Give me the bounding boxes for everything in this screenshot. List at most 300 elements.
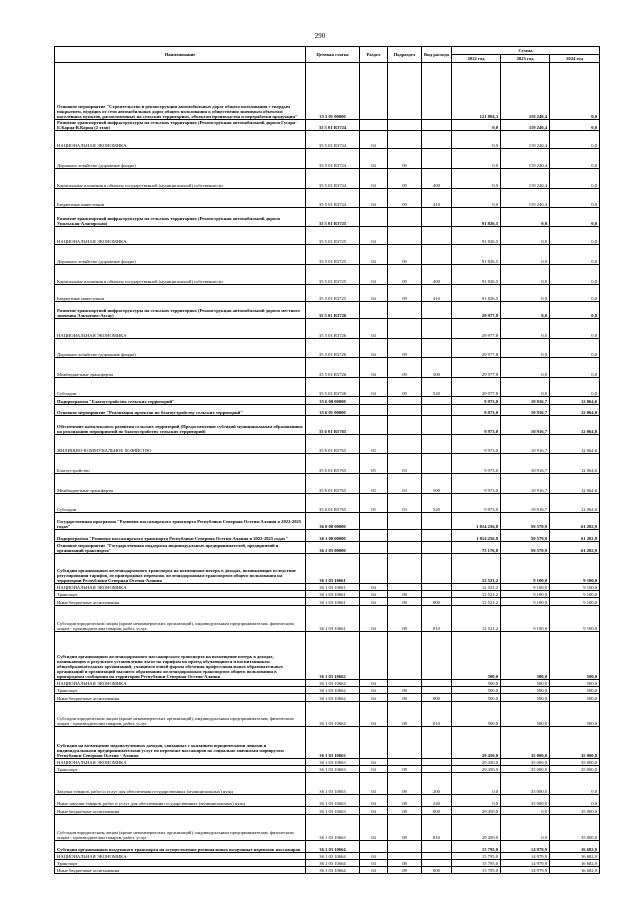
cell-2023: 14 979,9 <box>501 860 550 867</box>
cell-name: Обеспечение комплексного развития сельских территорий (Предоставление субсидий муниципальным образованиям на реализацию мероприятий по благоустройству сельских территорий) <box>55 416 306 435</box>
cell-target: 35 5 01 R3724 <box>306 189 360 208</box>
cell-subsection <box>388 63 422 120</box>
cell-expense-type <box>422 584 452 591</box>
cell-name: Закупка товаров, работ и услуг для обеспечения государственных (муниципальных) нужд <box>55 773 306 795</box>
cell-target: 35 5 01 R3725 <box>306 227 360 245</box>
cell-2023: 500,0 <box>501 702 550 727</box>
cell-subsection: 08 <box>388 860 422 867</box>
cell-expense-type: 800 <box>422 807 452 815</box>
cell-2023: 10 916,7 <box>501 397 550 405</box>
table-row <box>55 853 600 860</box>
table-row <box>55 727 600 759</box>
table-row <box>55 606 600 632</box>
table-row <box>55 302 600 319</box>
cell-section: 04 <box>360 766 388 773</box>
cell-name: Основное мероприятие "Строительство и реконструкция автомобильных дорог общего пользования с твердым покрытием, ведущих от сети автомобильных дорог общего пользования к общественно значимым объектам населенных пунктов, расположенных на сельских территориях, объектам производства и переработки продукции" <box>55 63 306 120</box>
cell-2023: 10 916,7 <box>501 416 550 435</box>
cell-target: 36 1 03 10663 <box>306 766 360 773</box>
header-name: Наименование <box>55 47 306 63</box>
cell-target: 36 1 03 10663 <box>306 815 360 841</box>
cell-name: Субсидии на возмещение недополученных доходов, связанных с оказанием юридическими лицами и индивидуальными предпринимателями услуг по перевозке пассажиров по социально значимым маршрутам Республики Северная Осетия - Алания <box>55 727 306 759</box>
cell-name: Транспорт <box>55 591 306 598</box>
cell-name: Иные закупки товаров, работ и услуг для обеспечения государственных (муниципальных) нужд <box>55 795 306 807</box>
cell-target: 35 5 01 R3726 <box>306 319 360 339</box>
cell-2023: 10 916,7 <box>501 454 550 474</box>
cell-2024: 12 064,0 <box>550 474 600 494</box>
cell-subsection <box>388 397 422 405</box>
cell-section: 04 <box>360 680 388 687</box>
cell-section <box>360 727 388 759</box>
cell-subsection: 08 <box>388 694 422 702</box>
cell-target: 36 1 03 10663 <box>306 807 360 815</box>
cell-subsection: 08 <box>388 591 422 598</box>
cell-2022: 0,0 <box>452 795 501 807</box>
cell-expense-type <box>422 554 452 584</box>
cell-subsection: 09 <box>388 265 422 285</box>
cell-2023: 9 100,0 <box>501 598 550 606</box>
cell-target: 36 1 03 10661 <box>306 554 360 584</box>
cell-expense-type <box>422 632 452 680</box>
cell-target: 35 5 01 R3726 <box>306 358 360 378</box>
cell-2023: 9 100,0 <box>501 606 550 632</box>
cell-expense-type <box>422 860 452 867</box>
cell-2023: 59 579,9 <box>501 542 550 554</box>
cell-section: 04 <box>360 591 388 598</box>
cell-target: 35 5 01 R3724 <box>306 169 360 189</box>
cell-section: 04 <box>360 245 388 265</box>
cell-section <box>360 841 388 853</box>
cell-expense-type <box>422 302 452 319</box>
cell-name: Развитие транспортной инфраструктуры на сельских территориях (Реконструкция автомобильной дороги Гусара-Е.Карца-В.Карца (2 этап) <box>55 120 306 131</box>
cell-name: Субсидии юридическим лицам (кроме некоммерческих организаций), индивидуальным предпринимателям, физическим лицам - производителям товаров, работ, услуг <box>55 815 306 841</box>
cell-2023: 14 979,9 <box>501 867 550 874</box>
table-row <box>55 227 600 245</box>
cell-2022: 12 521,2 <box>452 591 501 598</box>
cell-name: Благоустройство <box>55 454 306 474</box>
cell-2024: 0,0 <box>550 358 600 378</box>
cell-2022: 9 973,0 <box>452 454 501 474</box>
cell-target: 35 5 01 R3725 <box>306 265 360 285</box>
cell-section: 04 <box>360 265 388 285</box>
cell-expense-type <box>422 591 452 598</box>
cell-subsection: 08 <box>388 687 422 694</box>
cell-subsection: 08 <box>388 773 422 795</box>
cell-2022: 9 973,0 <box>452 494 501 513</box>
cell-2022: 0,0 <box>452 149 501 169</box>
cell-target: 35 5 01 R3724 <box>306 131 360 149</box>
cell-2024: 500,0 <box>550 680 600 687</box>
table-row <box>55 435 600 454</box>
cell-expense-type <box>422 405 452 416</box>
cell-name: Дорожное хозяйство (дорожные фонды) <box>55 149 306 169</box>
cell-subsection <box>388 727 422 759</box>
cell-2023: 35 000,0 <box>501 727 550 759</box>
cell-2023: 119 240,4 <box>501 120 550 131</box>
cell-section: 04 <box>360 773 388 795</box>
cell-2022: 0,0 <box>452 773 501 795</box>
cell-name: Дорожное хозяйство (дорожные фонды) <box>55 339 306 358</box>
cell-expense-type: 520 <box>422 494 452 513</box>
cell-expense-type: 810 <box>422 815 452 841</box>
cell-2023: 35 000,0 <box>501 759 550 766</box>
cell-name: НАЦИОНАЛЬНАЯ ЭКОНОМИКА <box>55 227 306 245</box>
cell-subsection: 08 <box>388 815 422 841</box>
table-row <box>55 169 600 189</box>
header-section: Раздел <box>360 47 388 63</box>
cell-subsection: 03 <box>388 454 422 474</box>
cell-target: 35 5 01 R3725 <box>306 208 360 227</box>
cell-expense-type <box>422 542 452 554</box>
cell-expense-type <box>422 416 452 435</box>
cell-2022: 29 977,8 <box>452 302 501 319</box>
table-row <box>55 841 600 853</box>
cell-expense-type: 500 <box>422 474 452 494</box>
cell-2022: 75 176,8 <box>452 542 501 554</box>
cell-expense-type: 520 <box>422 378 452 397</box>
cell-2023: 0,0 <box>501 285 550 302</box>
cell-2024: 35 000,0 <box>550 727 600 759</box>
cell-subsection <box>388 680 422 687</box>
cell-expense-type <box>422 63 452 120</box>
cell-subsection: 09 <box>388 189 422 208</box>
cell-2024: 9 100,0 <box>550 584 600 591</box>
cell-expense-type <box>422 853 452 860</box>
table-row <box>55 208 600 227</box>
cell-2023: 14 979,9 <box>501 841 550 853</box>
cell-section: 04 <box>360 694 388 702</box>
cell-expense-type: 800 <box>422 598 452 606</box>
cell-2024: 12 064,0 <box>550 416 600 435</box>
cell-2023: 500,0 <box>501 694 550 702</box>
cell-2024: 61 282,9 <box>550 542 600 554</box>
cell-2023: 35 000,0 <box>501 773 550 795</box>
table-row <box>55 584 600 591</box>
cell-name: Иные бюджетные ассигнования <box>55 598 306 606</box>
cell-expense-type <box>422 759 452 766</box>
cell-2022: 9 973,0 <box>452 474 501 494</box>
cell-2024: 35 000,0 <box>550 766 600 773</box>
table-row <box>55 867 600 874</box>
cell-target: 36 1 03 10662 <box>306 687 360 694</box>
cell-2023: 9 100,0 <box>501 591 550 598</box>
cell-2023: 14 979,9 <box>501 853 550 860</box>
cell-section: 05 <box>360 454 388 474</box>
cell-2024: 0,0 <box>550 285 600 302</box>
cell-section: 04 <box>360 853 388 860</box>
cell-expense-type: 400 <box>422 265 452 285</box>
cell-2024: 16 682,9 <box>550 860 600 867</box>
cell-expense-type <box>422 339 452 358</box>
cell-expense-type: 240 <box>422 795 452 807</box>
cell-2024: 500,0 <box>550 702 600 727</box>
table-row <box>55 766 600 773</box>
cell-2023: 0,0 <box>501 265 550 285</box>
cell-2024: 12 064,0 <box>550 435 600 454</box>
cell-subsection: 09 <box>388 378 422 397</box>
cell-subsection: 09 <box>388 169 422 189</box>
cell-section: 04 <box>360 606 388 632</box>
cell-name: Субсидии <box>55 494 306 513</box>
cell-target: 36 1 03 10662 <box>306 702 360 727</box>
cell-2023: 0,0 <box>501 227 550 245</box>
cell-section <box>360 63 388 120</box>
table-row <box>55 339 600 358</box>
cell-section: 04 <box>360 759 388 766</box>
cell-target: 36 1 03 10663 <box>306 795 360 807</box>
table-row <box>55 530 600 542</box>
cell-name: НАЦИОНАЛЬНАЯ ЭКОНОМИКА <box>55 584 306 591</box>
cell-expense-type <box>422 766 452 773</box>
cell-2024: 0,0 <box>550 795 600 807</box>
cell-section: 04 <box>360 378 388 397</box>
cell-target: 36 1 03 10663 <box>306 759 360 766</box>
cell-expense-type: 200 <box>422 773 452 795</box>
cell-subsection <box>388 416 422 435</box>
cell-target: 35 5 01 R3725 <box>306 285 360 302</box>
cell-name: ЖИЛИЩНО-КОММУНАЛЬНОЕ ХОЗЯЙСТВО <box>55 435 306 454</box>
cell-2022: 29 977,8 <box>452 319 501 339</box>
cell-2024: 16 682,9 <box>550 841 600 853</box>
cell-expense-type: 410 <box>422 285 452 302</box>
table-row <box>55 773 600 795</box>
cell-expense-type <box>422 687 452 694</box>
cell-2023: 500,0 <box>501 680 550 687</box>
table-row <box>55 702 600 727</box>
cell-2024: 500,0 <box>550 632 600 680</box>
table-row <box>55 632 600 680</box>
cell-expense-type <box>422 680 452 687</box>
table-row <box>55 189 600 208</box>
table-row <box>55 542 600 554</box>
table-row <box>55 795 600 807</box>
cell-name: Субсидии организациям воздушного транспорта на осуществление региональных воздушных перевозок пассажиров <box>55 841 306 853</box>
cell-name: Субсидии <box>55 378 306 397</box>
cell-2024: 0,0 <box>550 189 600 208</box>
cell-expense-type <box>422 530 452 542</box>
cell-subsection <box>388 120 422 131</box>
cell-section: 04 <box>360 131 388 149</box>
cell-2024: 0,0 <box>550 120 600 131</box>
cell-2022: 29 450,0 <box>452 759 501 766</box>
cell-2022: 29 450,0 <box>452 766 501 773</box>
cell-2022: 500,0 <box>452 702 501 727</box>
cell-2022: 12 521,2 <box>452 554 501 584</box>
cell-name: Транспорт <box>55 766 306 773</box>
cell-2022: 15 795,0 <box>452 853 501 860</box>
cell-name: Субсидии юридическим лицам (кроме некоммерческих организаций), индивидуальным предпринимателям, физическим лицам - производителям товаров, работ, услуг <box>55 702 306 727</box>
cell-target: 36 1 00 00000 <box>306 530 360 542</box>
table-row <box>55 416 600 435</box>
table-row <box>55 807 600 815</box>
cell-target: 36 1 03 10662 <box>306 680 360 687</box>
cell-2022: 91 826,5 <box>452 265 501 285</box>
cell-2022: 9 973,0 <box>452 405 501 416</box>
cell-target: 36 1 03 00000 <box>306 542 360 554</box>
cell-2023: 59 579,9 <box>501 513 550 530</box>
cell-2023: 35 000,0 <box>501 795 550 807</box>
table-row <box>55 265 600 285</box>
cell-section <box>360 120 388 131</box>
table-row <box>55 358 600 378</box>
cell-2022: 91 826,5 <box>452 208 501 227</box>
cell-name: Иные бюджетные ассигнования <box>55 694 306 702</box>
cell-section <box>360 208 388 227</box>
table-row <box>55 474 600 494</box>
cell-section: 04 <box>360 702 388 727</box>
cell-name: Субсидии юридическим лицам (кроме некоммерческих организаций), индивидуальным предпринимателям, физическим лицам - производителям товаров, работ, услуг <box>55 606 306 632</box>
cell-expense-type <box>422 131 452 149</box>
cell-section <box>360 397 388 405</box>
cell-2024: 0,0 <box>550 131 600 149</box>
cell-name: Государственная программа "Развитие пассажирского транспорта Республики Северная Осетия-Алания в 2022-2025 годах" <box>55 513 306 530</box>
cell-2024: 0,0 <box>550 302 600 319</box>
cell-subsection: 09 <box>388 339 422 358</box>
cell-expense-type <box>422 841 452 853</box>
cell-2024: 35 000,0 <box>550 759 600 766</box>
cell-section: 04 <box>360 867 388 874</box>
cell-subsection <box>388 131 422 149</box>
cell-expense-type: 410 <box>422 189 452 208</box>
cell-2023: 119 240,4 <box>501 63 550 120</box>
cell-section: 05 <box>360 435 388 454</box>
cell-2022: 500,0 <box>452 680 501 687</box>
cell-2022: 1 814 256,8 <box>452 513 501 530</box>
cell-expense-type: 500 <box>422 358 452 378</box>
cell-2024: 35 000,0 <box>550 815 600 841</box>
cell-2023: 119 240,4 <box>501 131 550 149</box>
cell-target: 35 6 01 R5765 <box>306 435 360 454</box>
cell-2023: 35 000,0 <box>501 766 550 773</box>
cell-subsection: 09 <box>388 358 422 378</box>
cell-name: Бюджетные инвестиции <box>55 189 306 208</box>
cell-target: 36 1 03 10662 <box>306 694 360 702</box>
cell-2022: 121 804,3 <box>452 63 501 120</box>
cell-2024: 9 100,0 <box>550 606 600 632</box>
cell-2023: 0,0 <box>501 208 550 227</box>
cell-section: 04 <box>360 687 388 694</box>
header-2024: 2024 год <box>550 55 600 63</box>
cell-2023: 9 100,0 <box>501 584 550 591</box>
header-expense-type: Вид расхода <box>422 47 452 63</box>
table-header <box>55 47 600 63</box>
cell-2024: 61 282,9 <box>550 513 600 530</box>
cell-target: 35 6 01 00000 <box>306 405 360 416</box>
cell-subsection <box>388 530 422 542</box>
cell-section: 05 <box>360 494 388 513</box>
cell-2024: 0,0 <box>550 773 600 795</box>
header-subsection: Подраздел <box>388 47 422 63</box>
cell-section <box>360 530 388 542</box>
cell-name: Капитальные вложения в объекты государственной (муниципальной) собственности <box>55 265 306 285</box>
cell-expense-type <box>422 120 452 131</box>
header-2022: 2022 год <box>452 55 501 63</box>
cell-subsection: 08 <box>388 807 422 815</box>
cell-section: 04 <box>360 584 388 591</box>
table-row <box>55 120 600 131</box>
table-row <box>55 687 600 694</box>
cell-target: 35 6 01 R5765 <box>306 416 360 435</box>
cell-target: 35 5 01 00000 <box>306 63 360 120</box>
header-2023: 2023 год <box>501 55 550 63</box>
cell-subsection: 08 <box>388 766 422 773</box>
cell-section <box>360 554 388 584</box>
cell-expense-type <box>422 513 452 530</box>
cell-name: Транспорт <box>55 860 306 867</box>
cell-2024: 16 682,9 <box>550 867 600 874</box>
cell-subsection: 08 <box>388 867 422 874</box>
cell-2023: 500,0 <box>501 687 550 694</box>
cell-subsection: 03 <box>388 474 422 494</box>
cell-name: Подпрограмма "Благоустройство сельских территорий" <box>55 397 306 405</box>
cell-2023: 119 240,4 <box>501 149 550 169</box>
cell-2022: 29 977,8 <box>452 358 501 378</box>
cell-2024: 12 064,0 <box>550 405 600 416</box>
cell-2022: 9 973,0 <box>452 416 501 435</box>
table-row <box>55 454 600 474</box>
cell-section: 04 <box>360 815 388 841</box>
cell-section <box>360 542 388 554</box>
cell-expense-type: 810 <box>422 702 452 727</box>
cell-2023: 0,0 <box>501 245 550 265</box>
cell-section: 04 <box>360 807 388 815</box>
cell-name: Развитие транспортной инфраструктуры на сельских территориях (Реконструкция автомобильной дороги местного значения Эльхотово-Ахсау) <box>55 302 306 319</box>
cell-2023: 0,0 <box>501 807 550 815</box>
cell-expense-type <box>422 149 452 169</box>
cell-2022: 15 795,0 <box>452 860 501 867</box>
cell-name: НАЦИОНАЛЬНАЯ ЭКОНОМИКА <box>55 319 306 339</box>
cell-section <box>360 405 388 416</box>
cell-2024: 9 100,0 <box>550 591 600 598</box>
cell-name: Основное мероприятие "Государственная поддержка индивидуальных предпринимателей, предприятий и организаций транспорта" <box>55 542 306 554</box>
cell-section <box>360 302 388 319</box>
cell-target: 36 1 03 10661 <box>306 584 360 591</box>
cell-2022: 0,0 <box>452 131 501 149</box>
table-row <box>55 149 600 169</box>
cell-expense-type: 400 <box>422 169 452 189</box>
cell-name: Межбюджетные трансферты <box>55 358 306 378</box>
cell-2022: 29 977,8 <box>452 378 501 397</box>
cell-2024: 12 064,0 <box>550 494 600 513</box>
cell-subsection <box>388 554 422 584</box>
table-row <box>55 405 600 416</box>
cell-2022: 12 521,2 <box>452 606 501 632</box>
cell-2024: 9 100,0 <box>550 554 600 584</box>
cell-section: 05 <box>360 474 388 494</box>
cell-target: 36 0 00 00000 <box>306 513 360 530</box>
cell-2023: 0,0 <box>501 358 550 378</box>
cell-name: Иные бюджетные ассигнования <box>55 807 306 815</box>
cell-2022: 15 795,0 <box>452 867 501 874</box>
cell-target: 35 6 01 R5765 <box>306 494 360 513</box>
cell-subsection <box>388 302 422 319</box>
cell-2022: 500,0 <box>452 694 501 702</box>
cell-2022: 29 977,8 <box>452 339 501 358</box>
cell-subsection <box>388 319 422 339</box>
cell-subsection: 09 <box>388 245 422 265</box>
cell-name: Основное мероприятие "Реализация проектов по благоустройству сельских территорий" <box>55 405 306 416</box>
cell-2023: 0,0 <box>501 302 550 319</box>
cell-subsection <box>388 853 422 860</box>
cell-subsection: 08 <box>388 598 422 606</box>
cell-target: 36 1 03 10663 <box>306 727 360 759</box>
cell-target: 35 6 01 R5765 <box>306 454 360 474</box>
cell-2024: 16 682,9 <box>550 853 600 860</box>
cell-expense-type <box>422 435 452 454</box>
cell-subsection <box>388 513 422 530</box>
cell-2023: 500,0 <box>501 632 550 680</box>
cell-target: 36 1 03 10664 <box>306 841 360 853</box>
cell-name: НАЦИОНАЛЬНАЯ ЭКОНОМИКА <box>55 131 306 149</box>
